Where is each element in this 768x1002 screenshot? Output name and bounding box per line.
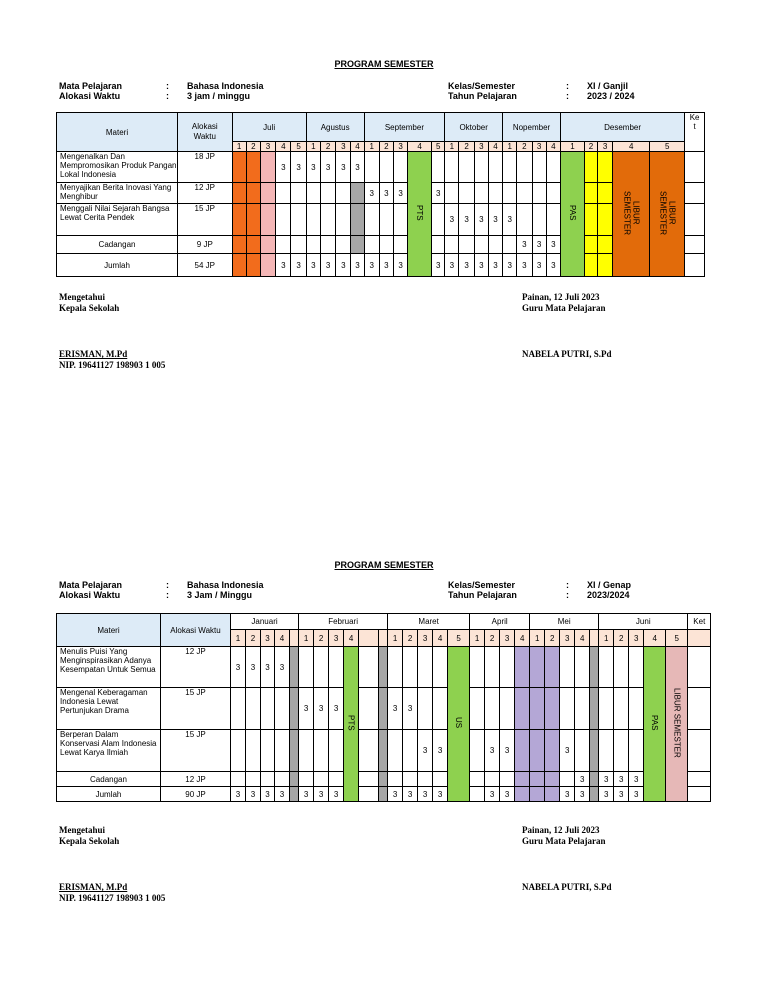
week-cell: 4	[546, 142, 560, 152]
mengetahui-text: Mengetahui	[59, 292, 105, 302]
mapel-value: Bahasa Indonesia	[187, 580, 264, 590]
week-cell: 1	[470, 630, 485, 647]
week-cell: 3	[474, 142, 488, 152]
month-september: September	[364, 113, 445, 142]
libur-semester-block	[666, 647, 688, 802]
week-cell: 1	[530, 630, 545, 647]
table-row: Menggali Nilai Sejarah Bangsa Lewat Cerita Pendek 15 JP 3 3 3 3 3	[57, 204, 705, 236]
materi-cell: Cadangan	[57, 772, 161, 787]
pts-label: PTS	[415, 205, 425, 221]
month-juli: Juli	[232, 113, 306, 142]
us-label: US	[454, 717, 464, 729]
materi-cell: Berperan Dalam Konservasi Alam Indonesia Lewat Karya Ilmiah	[57, 730, 161, 772]
week-cell: 2	[614, 630, 629, 647]
week-cell: 2	[246, 630, 261, 647]
week-cell: 2	[545, 630, 560, 647]
pts-block	[344, 647, 359, 802]
col-alokasi-header: Alokasi Waktu	[161, 614, 231, 647]
pts-label: PTS	[346, 715, 356, 731]
col-ket-header: Ket	[688, 614, 711, 630]
alokasi-cell: 9 JP	[178, 236, 233, 254]
mapel-label: Mata Pelajaran	[59, 580, 123, 590]
month-nopember: Nopember	[503, 113, 561, 142]
mapel-label: Mata Pelajaran	[59, 81, 123, 91]
week-cell: 2	[584, 142, 597, 152]
kelas-label: Kelas/Semester	[448, 81, 516, 91]
week-cell: 5	[448, 630, 470, 647]
week-cell: 1	[388, 630, 403, 647]
table-row: Cadangan 9 JP 3 3 3	[57, 236, 705, 254]
kelas-value: XI / Genap	[587, 580, 632, 590]
week-cell: 2	[314, 630, 329, 647]
libur-semester-block	[613, 152, 650, 277]
month-maret: Maret	[388, 614, 470, 630]
week-cell: 2	[459, 142, 474, 152]
alokasi-value: 3 jam / minggu	[187, 91, 251, 101]
page-title: PROGRAM SEMESTER	[334, 59, 434, 69]
kelas-label: Kelas/Semester	[448, 580, 516, 590]
table-row: Menyajikan Berita Inovasi Yang Menghibur 12 JP 3 3 3 3	[57, 183, 705, 204]
alokasi-cell: 12 JP	[178, 183, 233, 204]
guru-text: Guru Mata Pelajaran	[522, 836, 606, 846]
week-cell: 2	[379, 142, 393, 152]
materi-cell: Jumlah	[57, 787, 161, 802]
table-row: Mengenalkan Dan Mempromosikan Produk Pangan Lokal Indonesia 18 JP 3 3 3 3 3 3 PTS PAS LIBUR SEMESTER LIBUR SEMESTER	[57, 152, 705, 183]
alokasi-cell: 15 JP	[178, 204, 233, 236]
col-materi-header: Materi	[57, 113, 178, 152]
mengetahui-text: Mengetahui	[59, 825, 105, 835]
week-cell: 2	[246, 142, 260, 152]
week-cell: 4	[488, 142, 502, 152]
week-cell: 4	[515, 630, 530, 647]
col-alokasi-header: Alokasi Waktu	[178, 113, 233, 152]
week-cell: 1	[445, 142, 459, 152]
col-ket-header: Ke t	[685, 113, 705, 152]
table-row: Menulis Puisi Yang Menginspirasikan Adanya Kesempatan Untuk Semua 12 JP 3 3 3 3 PTS US PAS LIBUR SEMESTER	[57, 647, 711, 688]
table-row: Cadangan 12 JP 3 3 3 3	[57, 772, 711, 787]
alokasi-cell: 12 JP	[161, 772, 231, 787]
week-cell: 3	[532, 142, 546, 152]
month-april: April	[470, 614, 530, 630]
tahun-value: 2023 / 2024	[587, 91, 635, 101]
pts-block	[408, 152, 432, 277]
alokasi-label: Alokasi Waktu	[59, 91, 121, 101]
week-cell: 5	[650, 142, 685, 152]
alokasi-cell: 54 JP	[178, 254, 233, 277]
kepala-sekolah-text: Kepala Sekolah	[59, 836, 120, 846]
place-date-text: Painan, 12 Juli 2023	[522, 292, 600, 302]
mapel-value: Bahasa Indonesia	[187, 81, 264, 91]
place-date-text: Painan, 12 Juli 2023	[522, 825, 600, 835]
week-cell: 4	[275, 630, 290, 647]
kelas-value: XI / Ganjil	[587, 81, 629, 91]
week-cell: 3	[597, 142, 612, 152]
week-cell: 1	[599, 630, 614, 647]
libur-semester-label: LIBUR SEMESTER	[672, 688, 682, 758]
pas-block	[560, 152, 584, 277]
guru-text: Guru Mata Pelajaran	[522, 303, 606, 313]
guru-name: NABELA PUTRI, S.Pd	[522, 349, 612, 359]
kepsek-name: ERISMAN, M.Pd	[59, 882, 128, 892]
tahun-label: Tahun Pelajaran	[448, 590, 517, 600]
week-cell: 4	[644, 630, 666, 647]
week-cell: 4	[408, 142, 432, 152]
week-cell: 1	[364, 142, 379, 152]
week-cell: 3	[329, 630, 344, 647]
week-cell: 1	[306, 142, 320, 152]
col-materi-header: Materi	[57, 614, 161, 647]
week-cell: 5	[432, 142, 445, 152]
alokasi-cell: 15 JP	[161, 688, 231, 730]
week-cell: 5	[666, 630, 688, 647]
table-row: Mengenal Keberagaman Indonesia Lewat Pertunjukan Drama 15 JP 3 3 3 3 3	[57, 688, 711, 730]
alokasi-cell: 12 JP	[161, 647, 231, 688]
libur-semester-block	[650, 152, 685, 277]
week-cell: 4	[613, 142, 650, 152]
month-januari: Januari	[231, 614, 299, 630]
program-semester-table-genap	[56, 613, 711, 802]
tahun-value: 2023/2024	[587, 590, 630, 600]
week-cell: 2	[485, 630, 500, 647]
week-cell: 4	[344, 630, 359, 647]
pas-block	[644, 647, 666, 802]
week-cell: 3	[560, 630, 575, 647]
week-cell: 3	[260, 142, 275, 152]
alokasi-cell: 18 JP	[178, 152, 233, 183]
week-cell: 5	[291, 142, 306, 152]
week-cell: 3	[261, 630, 275, 647]
month-februari: Februari	[299, 614, 388, 630]
alokasi-cell: 15 JP	[161, 730, 231, 772]
week-cell: 4	[276, 142, 291, 152]
week-cell: 1	[232, 142, 246, 152]
month-oktober: Oktober	[445, 113, 503, 142]
week-cell: 2	[320, 142, 335, 152]
page-title: PROGRAM SEMESTER	[334, 560, 434, 570]
week-cell: 2	[517, 142, 532, 152]
week-cell: 1	[231, 630, 246, 647]
week-cell: 1	[299, 630, 314, 647]
pas-label: PAS	[567, 205, 577, 221]
alokasi-value: 3 Jam / Minggu	[187, 590, 253, 600]
alokasi-cell: 90 JP	[161, 787, 231, 802]
week-cell: 3	[393, 142, 407, 152]
program-semester-table-ganjil	[56, 112, 705, 277]
month-desember: Desember	[560, 113, 684, 142]
month-agustus: Agustus	[306, 113, 364, 142]
week-cell: 2	[403, 630, 418, 647]
week-cell: 4	[575, 630, 590, 647]
libur-semester-label: LIBUR SEMESTER	[622, 190, 641, 235]
materi-cell: Mengenalkan Dan Mempromosikan Produk Pangan Lokal Indonesia	[57, 152, 178, 183]
materi-cell: Jumlah	[57, 254, 178, 277]
materi-cell: Menyajikan Berita Inovasi Yang Menghibur	[57, 183, 178, 204]
kepsek-nip: NIP. 19641127 198903 1 005	[59, 893, 166, 903]
week-cell: 4	[433, 630, 448, 647]
table-row: Berperan Dalam Konservasi Alam Indonesia Lewat Karya Ilmiah 15 JP 3 3 3 3 3	[57, 730, 711, 772]
week-cell: 4	[351, 142, 364, 152]
week-cell: 3	[336, 142, 351, 152]
week-cell: 3	[418, 630, 433, 647]
libur-semester-label: LIBUR SEMESTER	[658, 190, 677, 235]
tahun-label: Tahun Pelajaran	[448, 91, 517, 101]
table-row: Jumlah 54 JP 3 3 3 3 3 3 3 3 3 3 3 3 3 3 3 3 3 3	[57, 254, 705, 277]
week-cell: 3	[500, 630, 515, 647]
kepsek-name: ERISMAN, M.Pd	[59, 349, 128, 359]
month-mei: Mei	[530, 614, 599, 630]
week-cell: 1	[560, 142, 584, 152]
alokasi-label: Alokasi Waktu	[59, 590, 121, 600]
table-row: Jumlah 90 JP 3 3 3 3 3 3 3 3 3 3 3 3 3 3 3 3 3 3	[57, 787, 711, 802]
kepala-sekolah-text: Kepala Sekolah	[59, 303, 120, 313]
materi-cell: Menggali Nilai Sejarah Bangsa Lewat Cerita Pendek	[57, 204, 178, 236]
month-juni: Juni	[599, 614, 688, 630]
materi-cell: Menulis Puisi Yang Menginspirasikan Adanya Kesempatan Untuk Semua	[57, 647, 161, 688]
materi-cell: Mengenal Keberagaman Indonesia Lewat Pertunjukan Drama	[57, 688, 161, 730]
materi-cell: Cadangan	[57, 236, 178, 254]
us-block	[448, 647, 470, 802]
kepsek-nip: NIP. 19641127 198903 1 005	[59, 360, 166, 370]
week-cell: 3	[629, 630, 644, 647]
guru-name: NABELA PUTRI, S.Pd	[522, 882, 612, 892]
week-cell: 1	[503, 142, 517, 152]
pas-label: PAS	[650, 715, 660, 731]
